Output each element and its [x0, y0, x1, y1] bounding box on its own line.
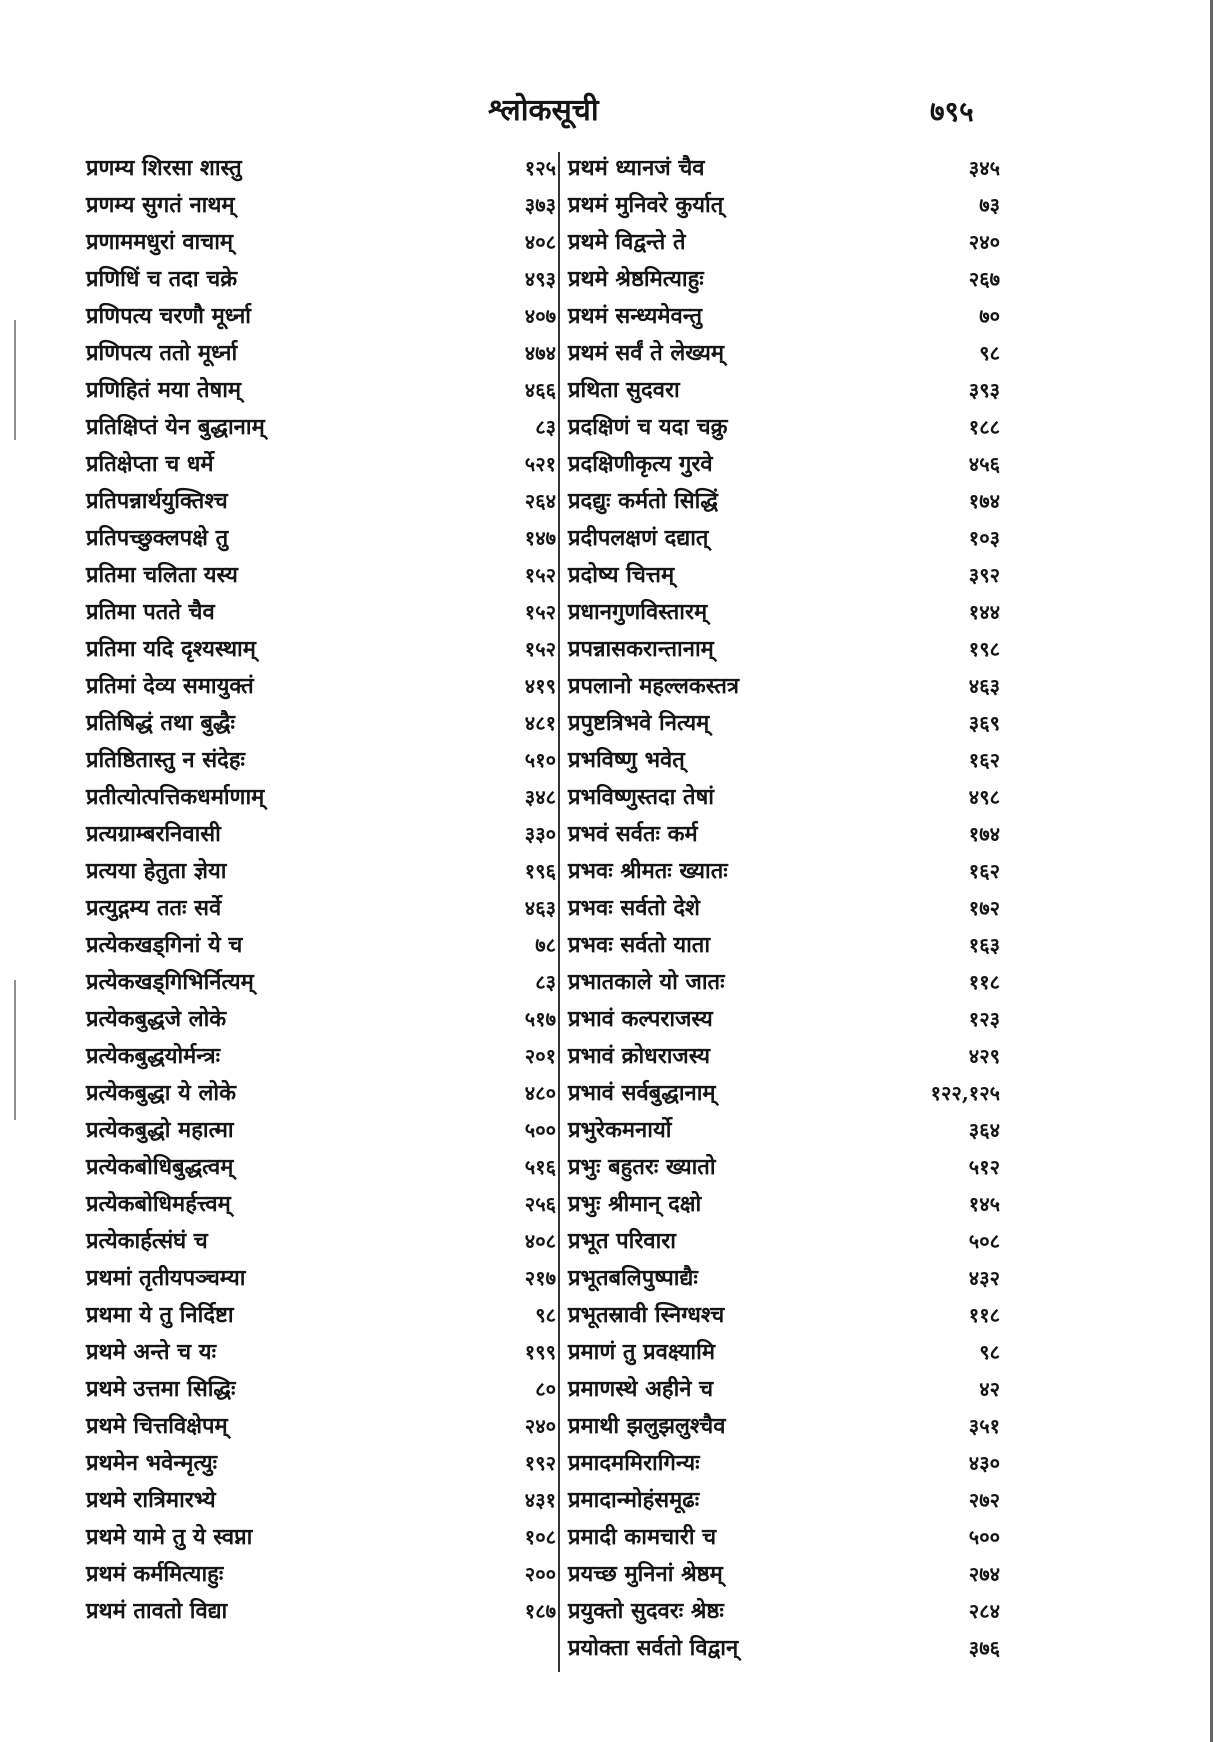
- page-reference: ५१२: [968, 1155, 1000, 1179]
- page-reference: २०१: [524, 1044, 556, 1068]
- verse-text: प्रत्येकबुद्धजे लोके: [86, 1006, 227, 1032]
- verse-text: प्रयुक्तो सुदवरः श्रेष्ठः: [568, 1598, 724, 1624]
- page-reference: १९८: [968, 637, 1000, 661]
- index-entry: [568, 1482, 1000, 1519]
- index-entry: [86, 705, 556, 742]
- page-reference: ४८१: [524, 711, 556, 735]
- index-entry: [86, 150, 556, 187]
- page-reference: ४१९: [524, 674, 556, 698]
- page-reference: ९८: [979, 1340, 1000, 1364]
- verse-text: प्रथमेन भवेन्मृत्युः: [86, 1450, 218, 1476]
- page-number: ७९५: [930, 95, 974, 128]
- index-entry: [86, 1112, 556, 1149]
- index-entry: [86, 1408, 556, 1445]
- page-reference: १५२: [524, 563, 556, 587]
- right-column: [568, 150, 1000, 1667]
- verse-text: प्रणिहितं मया तेषाम्: [86, 377, 242, 403]
- verse-text: प्रभूतबलिपुष्पाद्यैः: [568, 1265, 698, 1291]
- page-reference: ५०८: [968, 1229, 1000, 1253]
- page-reference: १६२: [968, 859, 1000, 883]
- index-entry: [86, 298, 556, 335]
- index-entry: [86, 668, 556, 705]
- page-reference: १०३: [968, 526, 1000, 550]
- scan-edge-mark: [1210, 0, 1213, 1742]
- page-reference: १९२: [524, 1451, 556, 1475]
- verse-text: प्रदद्युः कर्मतो सिद्धिं: [568, 488, 718, 514]
- page-reference: २४०: [968, 230, 1000, 254]
- verse-text: प्रणाममधुरां वाचाम्: [86, 229, 234, 255]
- verse-text: प्रभवः श्रीमतः ख्यातः: [568, 858, 728, 884]
- page-reference: ३४८: [524, 785, 556, 809]
- index-entry: [568, 1112, 1000, 1149]
- verse-text: प्रथमे अन्ते च यः: [86, 1339, 217, 1365]
- verse-text: प्रधानगुणविस्तारम्: [568, 599, 708, 625]
- verse-text: प्रमादान्मोहंसमूढः: [568, 1487, 700, 1513]
- index-entry: [86, 187, 556, 224]
- index-entry: [568, 1186, 1000, 1223]
- index-entry: [568, 335, 1000, 372]
- verse-text: प्रत्यग्राम्बरनिवासी: [86, 821, 221, 847]
- index-entry: [568, 1556, 1000, 1593]
- index-entry: [86, 224, 556, 261]
- index-entry: [86, 1223, 556, 1260]
- index-entry: [568, 1038, 1000, 1075]
- index-entry: [568, 594, 1000, 631]
- index-entry: [86, 261, 556, 298]
- index-entry: [86, 742, 556, 779]
- verse-text: प्रतिपच्छुक्लपक्षे तु: [86, 525, 229, 551]
- verse-text: प्रथमं सर्वं ते लेख्यम्: [568, 340, 725, 366]
- index-entry: [86, 964, 556, 1001]
- index-entry: [86, 1297, 556, 1334]
- scan-edge-mark: [14, 980, 16, 1120]
- verse-text: प्रतिष्ठितास्तु न संदेहः: [86, 747, 245, 773]
- verse-text: प्रथमे रात्रिमारभ्ये: [86, 1487, 216, 1513]
- verse-text: प्रभुरेकमनार्यो: [568, 1117, 672, 1143]
- index-entry: [86, 1593, 556, 1630]
- index-entry: [568, 1001, 1000, 1038]
- index-entry: [568, 853, 1000, 890]
- verse-text: प्रभविष्णु भवेत्: [568, 747, 685, 773]
- index-entry: [86, 1260, 556, 1297]
- index-entry: [568, 1371, 1000, 1408]
- index-entry: [568, 816, 1000, 853]
- left-column: [86, 150, 556, 1630]
- page-reference: १९९: [524, 1340, 556, 1364]
- verse-text: प्रतिमां देव्य समायुक्तं: [86, 673, 254, 699]
- page-reference: ४५६: [968, 452, 1000, 476]
- verse-text: प्रमाणस्थे अहीने च: [568, 1376, 714, 1402]
- verse-text: प्रतिषिद्धं तथा बुद्धैः: [86, 710, 235, 736]
- verse-text: प्रपन्नासकरान्तानाम्: [568, 636, 714, 662]
- verse-text: प्रभवः सर्वतो याता: [568, 932, 711, 958]
- page-reference: १८८: [968, 415, 1000, 439]
- page-reference: ४७४: [524, 341, 556, 365]
- verse-text: प्रभातकाले यो जातः: [568, 969, 725, 995]
- page-reference: ८३: [535, 415, 556, 439]
- page-reference: ७०: [979, 304, 1000, 328]
- page-reference: ३७३: [524, 193, 556, 217]
- verse-text: प्रभवः सर्वतो देशे: [568, 895, 700, 921]
- verse-text: प्रमादममिरागिन्यः: [568, 1450, 700, 1476]
- verse-text: प्रतीत्योत्पत्तिकधर्माणाम्: [86, 784, 265, 810]
- verse-text: प्रतिमा चलिता यस्य: [86, 562, 238, 588]
- page-reference: २१७: [524, 1266, 556, 1290]
- verse-text: प्रथमं ध्यानजं चैव: [568, 155, 705, 181]
- verse-text: प्रथमे चित्तविक्षेपम्: [86, 1413, 228, 1439]
- verse-text: प्रथमे यामे तु ये स्वप्ना: [86, 1524, 253, 1550]
- index-entry: [568, 446, 1000, 483]
- verse-text: प्रभुः श्रीमान् दक्षो: [568, 1191, 702, 1217]
- index-entry: [86, 1038, 556, 1075]
- page-reference: ३७६: [968, 1636, 1000, 1660]
- page-reference: ११८: [968, 1303, 1000, 1327]
- verse-text: प्रमाणं तु प्रवक्ष्यामि: [568, 1339, 715, 1365]
- index-entry: [86, 1556, 556, 1593]
- scan-edge-mark: [14, 320, 16, 440]
- page-reference: १४५: [968, 1192, 1000, 1216]
- index-entry: [568, 1149, 1000, 1186]
- index-entry: [86, 372, 556, 409]
- verse-text: प्रणिपत्य ततो मूर्ध्ना: [86, 340, 238, 366]
- page-reference: ४३१: [524, 1488, 556, 1512]
- page-reference: ४३२: [968, 1266, 1000, 1290]
- verse-text: प्रभूत परिवारा: [568, 1228, 677, 1254]
- page-reference: ३९३: [968, 378, 1000, 402]
- page-reference: ३५१: [968, 1414, 1000, 1438]
- page-reference: ५२१: [524, 452, 556, 476]
- page-reference: ३६४: [968, 1118, 1000, 1142]
- index-entry: [86, 927, 556, 964]
- index-entry: [86, 1334, 556, 1371]
- verse-text: प्रतिमा पतते चैव: [86, 599, 215, 625]
- index-entry: [86, 1371, 556, 1408]
- index-entry: [568, 298, 1000, 335]
- index-entry: [568, 631, 1000, 668]
- index-entry: [86, 1001, 556, 1038]
- verse-text: प्रथिता सुदवरा: [568, 377, 680, 403]
- page-reference: ४६३: [968, 674, 1000, 698]
- index-entry: [86, 890, 556, 927]
- index-entry: [568, 742, 1000, 779]
- page-reference: १७४: [968, 822, 1000, 846]
- index-entry: [568, 557, 1000, 594]
- index-entry: [568, 779, 1000, 816]
- index-entry: [86, 409, 556, 446]
- verse-text: प्रभावं सर्वबुद्धानाम्: [568, 1080, 716, 1106]
- index-entry: [568, 1408, 1000, 1445]
- page-reference: ५००: [968, 1525, 1000, 1549]
- verse-text: प्रत्यया हेतुता ज्ञेया: [86, 858, 227, 884]
- index-entry: [86, 816, 556, 853]
- page-reference: ४०७: [524, 304, 556, 328]
- verse-text: प्रणम्य सुगतं नाथम्: [86, 192, 235, 218]
- verse-text: प्रत्येकखड्गिभिर्नित्यम्: [86, 969, 254, 995]
- verse-text: प्रतिक्षेप्ता च धर्मे: [86, 451, 214, 477]
- index-entry: [568, 890, 1000, 927]
- page-reference: १६३: [968, 933, 1000, 957]
- verse-text: प्रमादी कामचारी च: [568, 1524, 717, 1550]
- verse-text: प्रतिपन्नार्थयुक्तिश्च: [86, 488, 228, 514]
- index-entry: [568, 150, 1000, 187]
- verse-text: प्रतिमा यदि दृश्यस्थाम्: [86, 636, 256, 662]
- verse-text: प्रभवं सर्वतः कर्म: [568, 821, 698, 847]
- verse-text: प्रत्येकबुद्धयोर्मन्त्रः: [86, 1043, 221, 1069]
- page-reference: १५२: [524, 600, 556, 624]
- verse-text: प्रथमं तावतो विद्या: [86, 1598, 228, 1624]
- verse-text: प्रणिधिं च तदा चक्रे: [86, 266, 238, 292]
- verse-text: प्रथमे विद्वन्ते ते: [568, 229, 686, 255]
- verse-text: प्रणम्य शिरसा शास्तु: [86, 155, 242, 181]
- verse-text: प्रभूतस्रावी स्निग्धश्च: [568, 1302, 725, 1328]
- page-reference: १४७: [524, 526, 556, 550]
- verse-text: प्रत्येकार्हत्संघं च: [86, 1228, 208, 1254]
- index-entry: [86, 335, 556, 372]
- verse-text: प्रदक्षिणं च यदा चक्रु: [568, 414, 728, 440]
- index-entry: [568, 1223, 1000, 1260]
- page-reference: २६७: [968, 267, 1000, 291]
- page-reference: १६२: [968, 748, 1000, 772]
- index-entry: [86, 779, 556, 816]
- page-reference: २००: [524, 1562, 556, 1586]
- index-entry: [568, 224, 1000, 261]
- index-entry: [568, 1593, 1000, 1630]
- index-entry: [568, 409, 1000, 446]
- page-reference: ४८०: [524, 1081, 556, 1105]
- page-reference: १२३: [968, 1007, 1000, 1031]
- page-reference: ९८: [535, 1303, 556, 1327]
- verse-text: प्रयोक्ता सर्वतो विद्वान्: [568, 1635, 739, 1661]
- verse-text: प्रथमां तृतीयपञ्चम्या: [86, 1265, 246, 1291]
- index-entry: [86, 483, 556, 520]
- index-entry: [568, 964, 1000, 1001]
- index-entry: [86, 1445, 556, 1482]
- verse-text: प्रथमे उत्तमा सिद्धिः: [86, 1376, 236, 1402]
- page-reference: ४९३: [524, 267, 556, 291]
- index-entry: [568, 668, 1000, 705]
- verse-text: प्रदीपलक्षणं दद्यात्: [568, 525, 709, 551]
- index-entry: [568, 705, 1000, 742]
- index-entry: [568, 927, 1000, 964]
- verse-text: प्रमाथी झलुझलुश्चैव: [568, 1413, 726, 1439]
- column-divider: [558, 152, 560, 1672]
- index-entry: [86, 557, 556, 594]
- verse-text: प्रथमं मुनिवरे कुर्यात्: [568, 192, 724, 218]
- index-entry: [568, 1519, 1000, 1556]
- page-reference: ४३०: [968, 1451, 1000, 1475]
- index-entry: [568, 1334, 1000, 1371]
- page-reference: ८०: [535, 1377, 556, 1401]
- page-reference: ४६६: [524, 378, 556, 402]
- page-reference: १८७: [524, 1599, 556, 1623]
- index-entry: [568, 483, 1000, 520]
- verse-text: प्रथमं सन्ध्यमेवन्तु: [568, 303, 703, 329]
- index-entry: [86, 1186, 556, 1223]
- verse-text: प्रभावं कल्पराजस्य: [568, 1006, 713, 1032]
- index-entry: [86, 446, 556, 483]
- verse-text: प्रत्येकबुद्धा ये लोके: [86, 1080, 236, 1106]
- page-reference: १७२: [968, 896, 1000, 920]
- page-reference: ५१०: [524, 748, 556, 772]
- verse-text: प्रभविष्णुस्तदा तेषां: [568, 784, 714, 810]
- verse-text: प्रदोष्य चित्तम्: [568, 562, 675, 588]
- page-reference: १९६: [524, 859, 556, 883]
- page-reference: ३३०: [524, 822, 556, 846]
- page-reference: २८४: [968, 1599, 1000, 1623]
- page-reference: १२२,१२५: [930, 1081, 1000, 1105]
- page-reference: २५६: [524, 1192, 556, 1216]
- index-entry: [86, 1149, 556, 1186]
- verse-text: प्रणिपत्य चरणौ मूर्ध्ना: [86, 303, 251, 329]
- page-reference: ३४५: [968, 156, 1000, 180]
- verse-text: प्रत्युद्गम्य ततः सर्वे: [86, 895, 222, 921]
- page-reference: ४२९: [968, 1044, 1000, 1068]
- page-reference: १७४: [968, 489, 1000, 513]
- verse-text: प्रथमं कर्ममित्याहुः: [86, 1561, 224, 1587]
- page-reference: ८३: [535, 970, 556, 994]
- page-reference: १५२: [524, 637, 556, 661]
- page-reference: ५१६: [524, 1155, 556, 1179]
- verse-text: प्रपुष्टत्रिभवे नित्यम्: [568, 710, 710, 736]
- index-entry: [568, 187, 1000, 224]
- page-title: श्लोकसूची: [488, 93, 599, 128]
- page-reference: २७२: [968, 1488, 1000, 1512]
- index-entry: [568, 1630, 1000, 1667]
- verse-text: प्रत्येकबोधिमर्हत्त्वम्: [86, 1191, 231, 1217]
- page-reference: २७४: [968, 1562, 1000, 1586]
- page-reference: २४०: [524, 1414, 556, 1438]
- verse-text: प्रत्येकबोधिबुद्धत्वम्: [86, 1154, 234, 1180]
- page-reference: ४९८: [968, 785, 1000, 809]
- page-reference: १२५: [524, 156, 556, 180]
- index-entry: [568, 261, 1000, 298]
- index-entry: [86, 594, 556, 631]
- page-reference: ५१७: [524, 1007, 556, 1031]
- page-reference: ११८: [968, 970, 1000, 994]
- page-reference: ५००: [524, 1118, 556, 1142]
- page-reference: ४६३: [524, 896, 556, 920]
- page-reference: ९८: [979, 341, 1000, 365]
- index-entry: [86, 1075, 556, 1112]
- verse-text: प्रदक्षिणीकृत्य गुरवे: [568, 451, 713, 477]
- verse-text: प्रथमा ये तु निर्दिष्टा: [86, 1302, 234, 1328]
- page-reference: ४०८: [524, 230, 556, 254]
- page-reference: ३६९: [968, 711, 1000, 735]
- index-entry: [86, 631, 556, 668]
- index-entry: [568, 372, 1000, 409]
- page-reference: ४०८: [524, 1229, 556, 1253]
- index-entry: [86, 1482, 556, 1519]
- page-reference: १४४: [968, 600, 1000, 624]
- page-reference: ७८: [535, 933, 556, 957]
- verse-text: प्रत्येकखड्गिनां ये च: [86, 932, 243, 958]
- index-entry: [568, 1260, 1000, 1297]
- verse-text: प्रपलानो महल्लकस्तत्र: [568, 673, 740, 699]
- page-reference: २६४: [524, 489, 556, 513]
- verse-text: प्रतिक्षिप्तं येन बुद्धानाम्: [86, 414, 265, 440]
- index-entry: [568, 1445, 1000, 1482]
- verse-text: प्रयच्छ मुनिनां श्रेष्ठम्: [568, 1561, 723, 1587]
- page-reference: ७३: [979, 193, 1000, 217]
- verse-text: प्रभावं क्रोधराजस्य: [568, 1043, 711, 1069]
- page-reference: ४२: [979, 1377, 1000, 1401]
- page-reference: १०८: [524, 1525, 556, 1549]
- page-reference: ३९२: [968, 563, 1000, 587]
- index-entry: [568, 1297, 1000, 1334]
- verse-text: प्रथमे श्रेष्ठमित्याहुः: [568, 266, 704, 292]
- verse-text: प्रभुः बहुतरः ख्यातो: [568, 1154, 716, 1180]
- index-entry: [568, 520, 1000, 557]
- index-entry: [86, 1519, 556, 1556]
- index-entry: [86, 520, 556, 557]
- index-entry: [568, 1075, 1000, 1112]
- index-entry: [86, 853, 556, 890]
- verse-text: प्रत्येकबुद्धो महात्मा: [86, 1117, 234, 1143]
